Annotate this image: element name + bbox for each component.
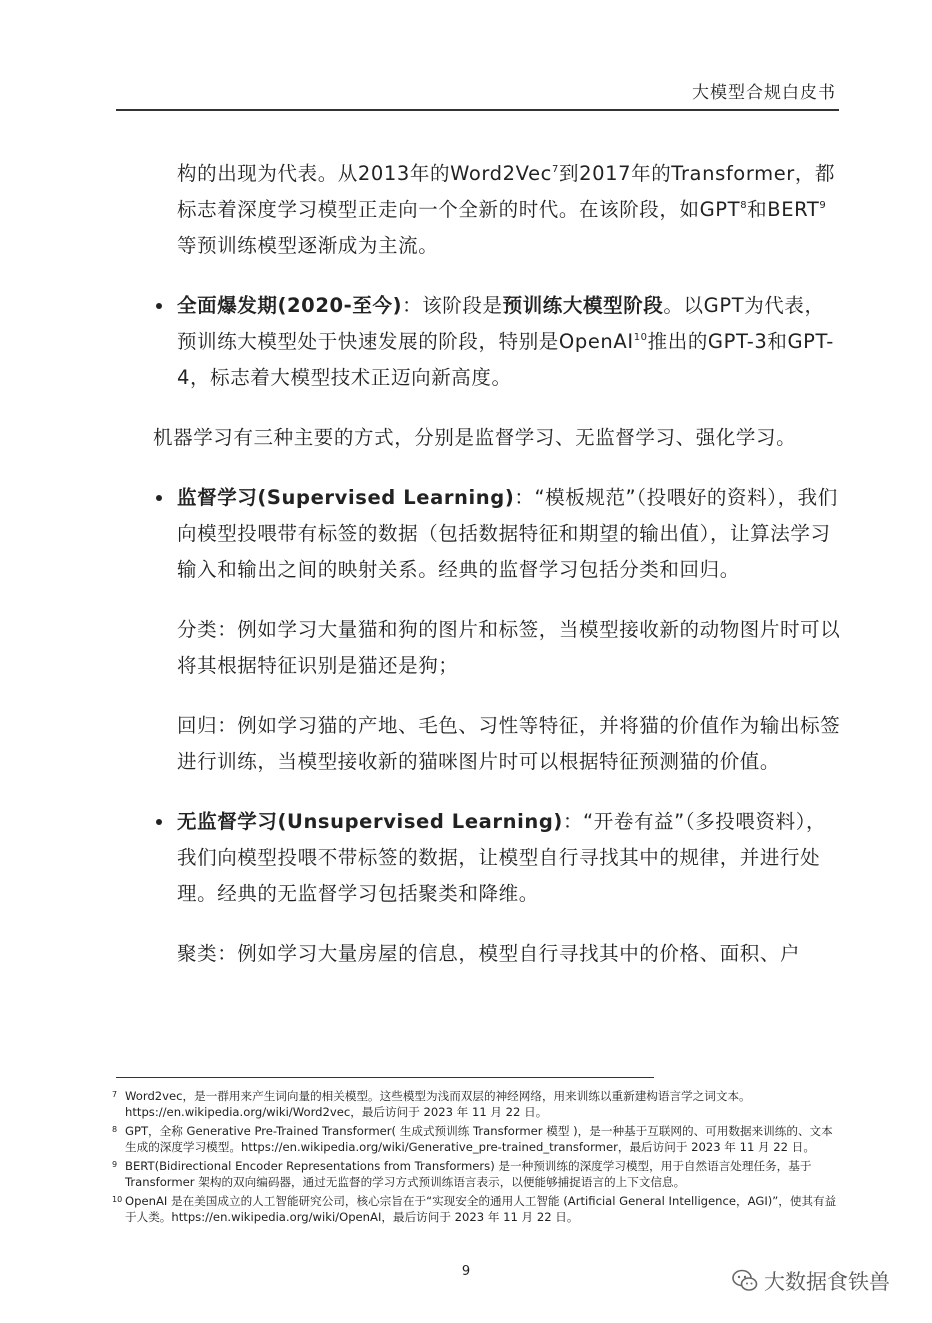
bullet-supervised-learning (177, 480, 842, 588)
document-header-title: 大模型合规白皮书 (692, 83, 836, 103)
paragraph-clustering: 聚类：例如学习大量房屋的信息，模型自行寻找其中的价格、面积、户 (177, 942, 801, 965)
paragraph-ml-types: 机器学习有三种主要的方式，分别是监督学习、无监督学习、强化学习。 (153, 426, 797, 449)
watermark (732, 1266, 890, 1296)
footnote-number: 8 (112, 1125, 118, 1134)
paragraph-classification: 分类：例如学习大量猫和狗的图片和标签，当模型接收新的动物图片时可以将其根据特征识别是猫还是狗； (177, 618, 841, 677)
b1-text-2: 。以GPT为代表，预训练大模型处于快速发展的阶段，特别是OpenAI (177, 294, 825, 353)
footnote-number: 10 (112, 1195, 123, 1204)
p1-text-1: 构的出现为代表。从2013年的Word2Vec (177, 162, 552, 185)
footnote-ref-8[interactable]: 8 (740, 200, 748, 211)
b1-text-3: 推出的GPT-3和GPT-4，标志着大模型技术正迈向新高度。 (177, 330, 834, 389)
b1-bold-phrase: 预训练大模型阶段 (502, 294, 664, 317)
bullet-dot (156, 303, 162, 309)
footnote-number: 7 (112, 1090, 118, 1099)
footnote-ref-10[interactable]: 10 (633, 332, 648, 343)
footnote-9 (112, 1159, 842, 1190)
footnote-number: 9 (112, 1160, 118, 1169)
footnote-text: GPT，全称 Generative Pre-Trained Transformer( 生成式预训练 Transformer 模型 )，是一种基于互联网的、可用数据来训练的、文本生成的深度学习模型。https://en.wikipedia.org/wiki/Generative_pre-trained_transformer，最后访问于 2023 年 11 月 22 日。 (125, 1124, 833, 1154)
bullet-label: 监督学习(Supervised Learning) (177, 486, 515, 509)
bullet-unsupervised-learning (177, 804, 842, 912)
footnote-text: BERT(Bidirectional Encoder Representations from Transformers) 是一种预训练的深度学习模型，用于自然语言处理任务，基于 Transformer 架构的双向编码器，通过无监督的学习方式预训练语言表示，以便能够捕捉语言的上下文信息。 (125, 1159, 812, 1189)
footnote-rule (116, 1077, 654, 1078)
b3-text: ：“开卷有益”（多投喂资料），我们向模型投喂不带标签的数据，让模型自行寻找其中的规律，并进行处理。经典的无监督学习包括聚类和降维。 (177, 810, 827, 905)
paragraph-continuation (177, 156, 842, 264)
footnote-8 (112, 1124, 842, 1155)
footnote-7 (112, 1089, 842, 1120)
wechat-icon (732, 1269, 758, 1293)
b2-text: ：“模板规范”（投喂好的资料），我们向模型投喂带有标签的数据（包括数据特征和期望的输出值），让算法学习输入和输出之间的映射关系。经典的监督学习包括分类和回归。 (177, 486, 838, 581)
bullet-dot (156, 819, 162, 825)
body-text (116, 156, 842, 996)
footnote-10 (112, 1194, 842, 1225)
bullet-explosive-period (177, 288, 842, 396)
bullet-label: 无监督学习(Unsupervised Learning) (177, 810, 563, 833)
footnote-text: OpenAI 是在美国成立的人工智能研究公司，核心宗旨在于“实现安全的通用人工智能 (Artificial General Intelligence，AGI)”，使其有益于人类。https://en.wikipedia.org/wiki/OpenAI，最后访问于 2023 年 11 月 22 日。 (125, 1194, 837, 1224)
watermark-text: 大数据食铁兽 (764, 1270, 890, 1294)
footnotes (112, 1089, 842, 1229)
bullet-label: 全面爆发期(2020-至今) (177, 294, 403, 317)
p1-text-2: 到2017年的Transformer，都标志着深度学习模型正走向一个全新的时代。在该阶段，如GPT (177, 162, 836, 221)
footnote-ref-7[interactable]: 7 (552, 164, 559, 175)
bullet-dot (156, 495, 162, 501)
p1-text-3: 和BERT (747, 198, 820, 221)
footnote-ref-9[interactable]: 9 (819, 200, 827, 211)
page-number: 9 (461, 1264, 471, 1279)
footnote-text: Word2vec，是一群用来产生词向量的相关模型。这些模型为浅而双层的神经网络，用来训练以重新建构语言学之词文本。https://en.wikipedia.org/wiki/Word2vec，最后访问于 2023 年 11 月 22 日。 (125, 1089, 751, 1119)
paragraph-regression: 回归：例如学习猫的产地、毛色、习性等特征，并将猫的价值作为输出标签进行训练，当模型接收新的猫咪图片时可以根据特征预测猫的价值。 (177, 714, 841, 773)
p1-text-4: 等预训练模型逐渐成为主流。 (177, 234, 439, 257)
b1-text-1: ：该阶段是 (402, 294, 503, 317)
header-rule (116, 109, 839, 111)
